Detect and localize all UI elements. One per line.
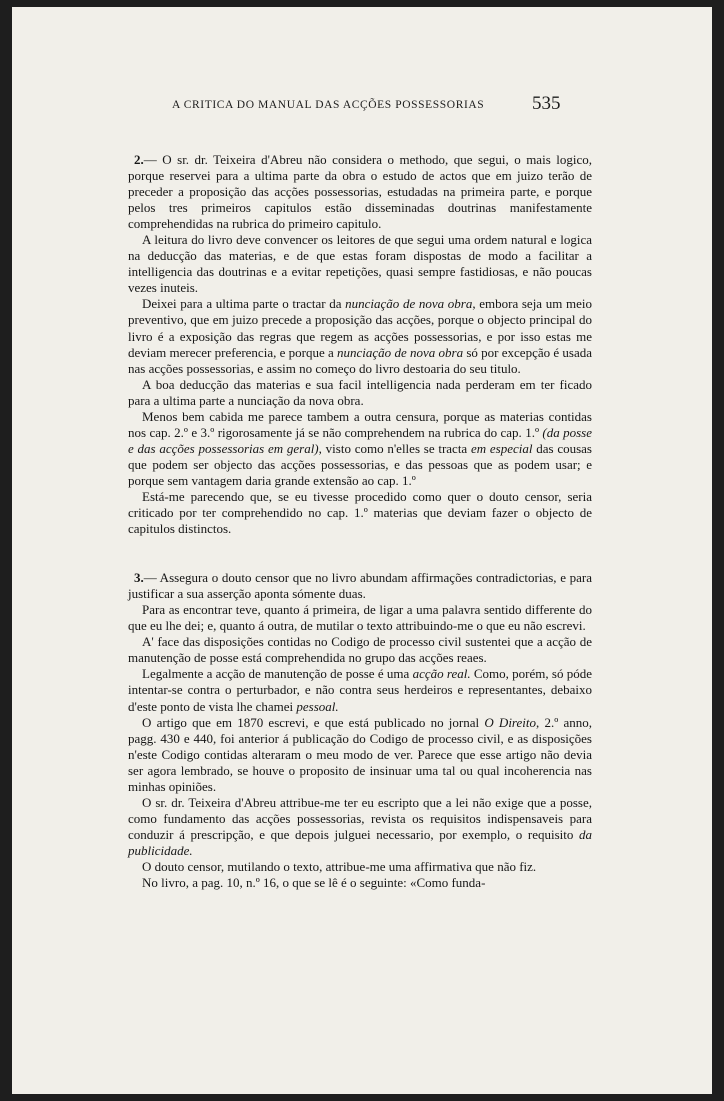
paragraph-text: O artigo que em 1870 escrevi, e que está publicado no jornal: [142, 714, 485, 730]
paragraph-text: Deixei para a ultima parte o tractar da: [142, 296, 346, 312]
paragraph-text: — Assegura o douto censor que no livro abundam affirmações contradictorias, e para justificar a sua asserção aponta sómente duas.: [128, 570, 592, 602]
paragraph-text: Menos bem cabida me parece tambem a outra censura, porque as materias contidas nos cap. 2.º e 3.º rigorosamente já se não comprehendem na rubrica do cap. 1.º: [128, 408, 592, 440]
italic-term: nunciação de nova obra: [345, 296, 473, 312]
section-3-paragraph-3: A' face das disposições contidas no Codigo de processo civil sustentei que a acção de manutenção de posse está comprehendida no grupo das acções reaes.: [128, 634, 592, 666]
italic-term: (da posse e das acções possessorias em geral): [128, 424, 592, 456]
section-3-paragraph-4: [128, 666, 592, 714]
paragraph-text: , visto como n'elles se tracta: [318, 440, 471, 456]
book-page: [12, 7, 712, 1094]
paragraph-text: O sr. dr. Teixeira d'Abreu attribue-me ter eu escripto que a lei não exige que a posse, como fundamento das acções possessorias, revista os requisitos indispensaveis para conduzir á prescripção, e que depois julguei necessario, por exemplo, o requisito: [128, 794, 592, 842]
section-3-paragraph-6: [128, 795, 592, 859]
section-3-paragraph-2: Para as encontrar teve, quanto á primeira, de ligar a uma palavra sentido differente do que eu lhe dei; e, quanto á outra, de mutilar o texto attribuindo-me o que eu não escrevi.: [128, 602, 592, 634]
body-text: [128, 152, 592, 891]
section-2-paragraph-2: A leitura do livro deve convencer os leitores de que segui uma ordem natural e logica na deducção das materias, e de que estas foram dispostas de modo a facilitar a intelligencia das doutrinas e a evitar repetições, quasi sempre fastidiosas, e não poucas vezes inuteis.: [128, 232, 592, 296]
italic-term: em especial: [470, 440, 533, 456]
paragraph-text: só por excepção é usada nas acções possessorias, e assim no começo do livro destoaria do seu titulo.: [128, 344, 592, 376]
italic-term: O Direito: [484, 714, 537, 730]
section-2-paragraph-5: [128, 409, 592, 489]
paragraph-text: Como, porém, só póde intentar-se contra o perturbador, e não contra seus herdeiros e representantes, debaixo d'este ponto de vista lhe chamei: [128, 666, 593, 714]
section-3-paragraph-7: O douto censor, mutilando o texto, attribue-me uma affirmativa que não fiz.: [142, 858, 537, 874]
section-2-paragraph-6: Está-me parecendo que, se eu tivesse procedido como quer o douto censor, seria criticado por ter comprehendido no cap. 1.º materias que deviam fazer o objecto de capitulos distinctos.: [128, 488, 592, 537]
paragraph-text: , 2.º anno, pagg. 430 e 440, foi anterior á publicação do Codigo de processo civil, e as disposições n'este Codigo contidas alteraram o meu modo de ver. Parece que esse artigo não devia ser agora lembrado, se houve o proposito de insinuar uma tal ou qual incoherencia nas minhas opiniões.: [128, 714, 592, 794]
section-3-paragraph-1: [128, 570, 592, 602]
paragraph-text: das cousas que podem ser objecto das acções possessorias, e das pessoas que as podem usar; e porque sem vantagem daria grande extensão ao cap. 1.º: [128, 440, 592, 488]
paragraph-text: , embora seja um meio preventivo, que em juizo precede a proposição das acções, porque o objecto principal do livro é a exposição das regras que regem as acções possessorias, e por isso estas me deviam merecer preferencia, e porque a: [128, 296, 592, 360]
section-divider-space: [128, 537, 592, 570]
section-number: 3.: [134, 570, 144, 586]
section-3-paragraph-8: No livro, a pag. 10, n.º 16, o que se lê é o seguinte: «Como funda-: [142, 875, 486, 891]
section-3-paragraph-5: [128, 715, 592, 795]
section-2-paragraph-3: [128, 296, 592, 376]
section-number: 2.: [134, 152, 144, 167]
italic-term: da publicidade.: [128, 826, 592, 858]
section-2-paragraph-4: A boa deducção das materias e sua facil intelligencia nada perderam em ter ficado para a ultima parte a nunciação da nova obra.: [128, 376, 592, 408]
paragraph-text: Legalmente a acção de manutenção de posse é uma: [142, 666, 413, 682]
page-header: [12, 93, 712, 119]
paragraph-text: — O sr. dr. Teixeira d'Abreu não considera o methodo, que segui, o mais logico, porque reservei para a ultima parte da obra o estudo de actos que em juizo terão de preceder a proposição das acções possessorias, estudadas na primeira parte, e porque pelos tres primeiros capitulos estão disseminadas doutrinas manifestamente comprehendidas na rubrica do primeiro capitulo.: [128, 152, 592, 232]
italic-term: pessoal.: [296, 698, 339, 714]
page-number: 535: [532, 93, 561, 114]
section-2-paragraph-1: [128, 152, 592, 232]
italic-term: nunciação de nova obra: [337, 344, 464, 360]
running-title: A CRITICA DO MANUAL DAS ACÇÕES POSSESSORIAS: [172, 99, 485, 111]
italic-term: acção real.: [412, 666, 471, 682]
